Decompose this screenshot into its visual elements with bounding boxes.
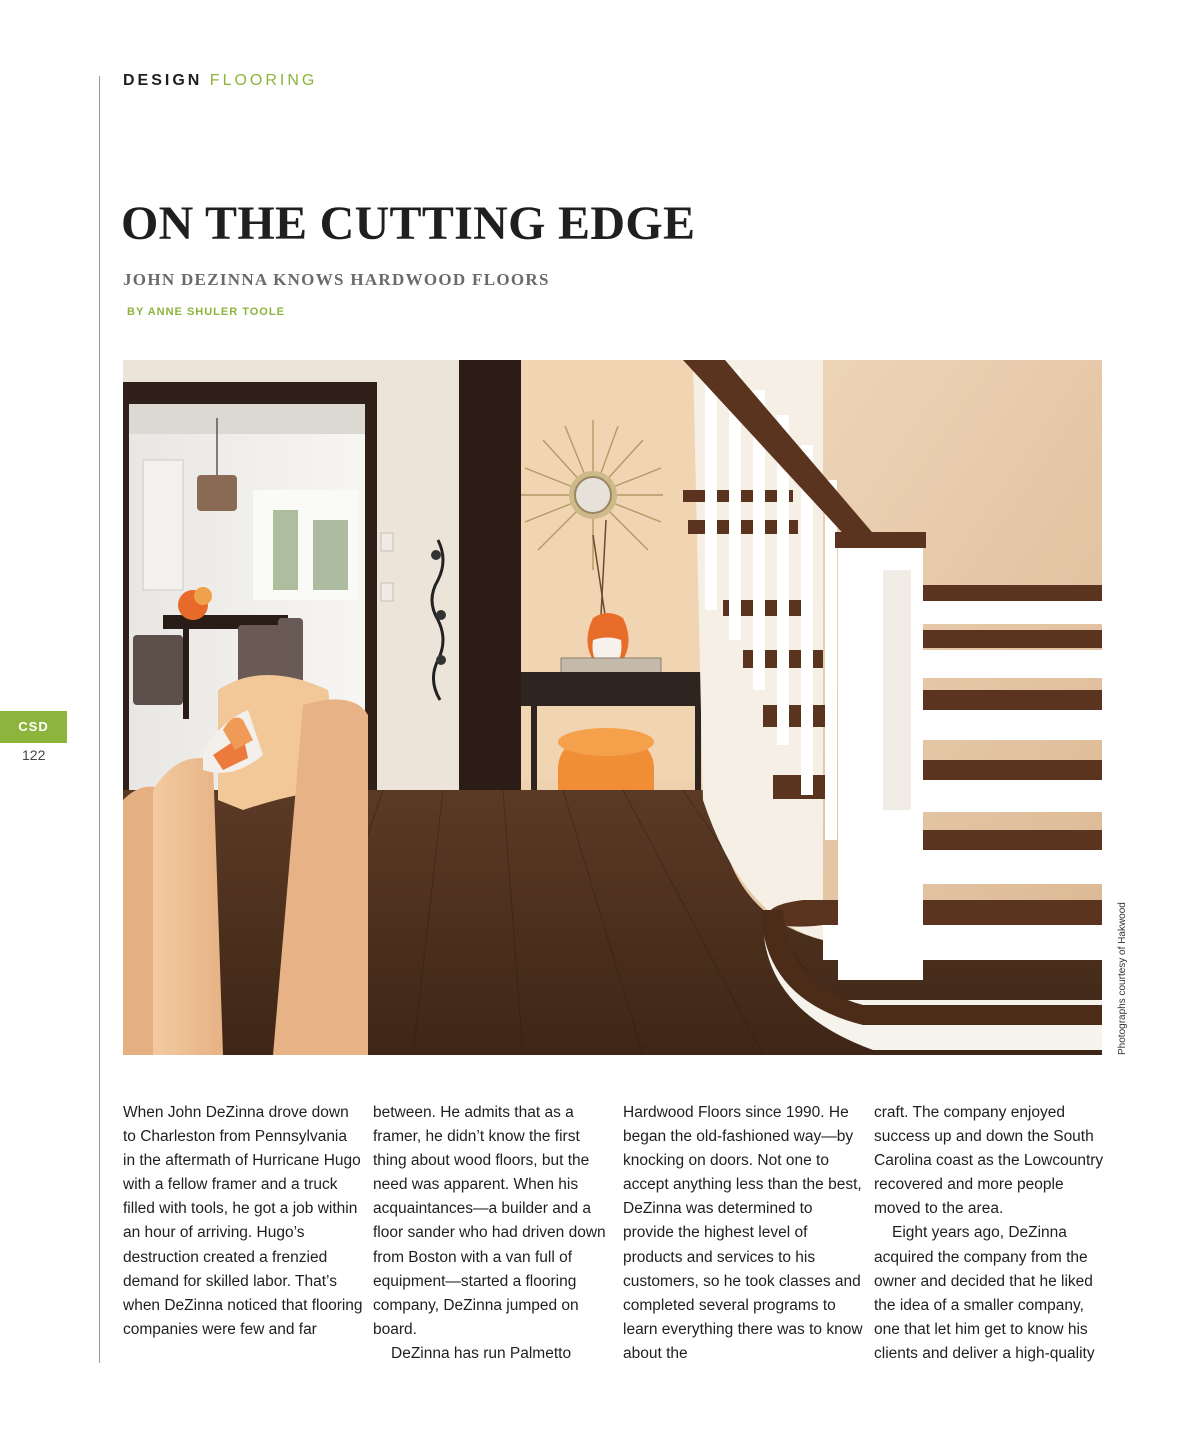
- article-photo: [123, 360, 1102, 1055]
- body-column-3: [623, 1101, 863, 1366]
- body-paragraph: Hardwood Floors since 1990. He began the old-fashioned way—by knocking on doors. Not one to accept anything less than the best, DeZinna was determined to provide the highest level of products and services to his customers, so he took classes and completed several programs to learn everything there was to know about the: [623, 1104, 863, 1362]
- photo-credit: Photographs courtesy of Hakwood: [1117, 902, 1128, 1055]
- section-kicker: [123, 71, 317, 91]
- section-label: DESIGN: [123, 72, 203, 89]
- body-paragraph: DeZinna has run Palmetto: [391, 1344, 572, 1362]
- staircase-interior-photo: [123, 360, 1102, 1055]
- body-paragraph: Eight years ago, DeZinna acquired the company from the owner and decided that he liked the idea of a smaller company, one that let him get to know his clients and deliver a high-quality: [874, 1224, 1095, 1362]
- margin-rule: [99, 76, 100, 1363]
- article-title: ON THE CUTTING EDGE: [121, 197, 696, 250]
- body-column-2: [373, 1101, 613, 1366]
- article-byline: BY ANNE SHULER TOOLE: [127, 306, 285, 318]
- body-column-4: [874, 1101, 1114, 1366]
- subsection-label: FLOORING: [209, 72, 318, 89]
- body-paragraph: craft. The company enjoyed success up and down the South Carolina coast as the Lowcountry recovered and more people moved to the area.: [874, 1104, 1104, 1218]
- magazine-tab: CSD: [0, 711, 67, 743]
- body-paragraph: When John DeZinna drove down to Charleston from Pennsylvania in the aftermath of Hurricane Hugo with a fellow framer and a truck filled with tools, he got a job within an hour of arriving. Hugo’s destruction created a frenzied demand for skilled labor. That’s when DeZinna noticed that flooring companies were few and far: [123, 1104, 363, 1338]
- page-number: 122: [22, 747, 46, 763]
- body-paragraph: between. He admits that as a framer, he didn’t know the first thing about wood floors, but the need was apparent. When his acquaintances—a builder and a floor sander who had driven down from Boston with a van full of equipment—started a flooring company, DeZinna jumped on board.: [373, 1104, 606, 1338]
- body-column-1: [123, 1101, 363, 1342]
- article-subtitle: JOHN DEZINNA KNOWS HARDWOOD FLOORS: [123, 270, 550, 289]
